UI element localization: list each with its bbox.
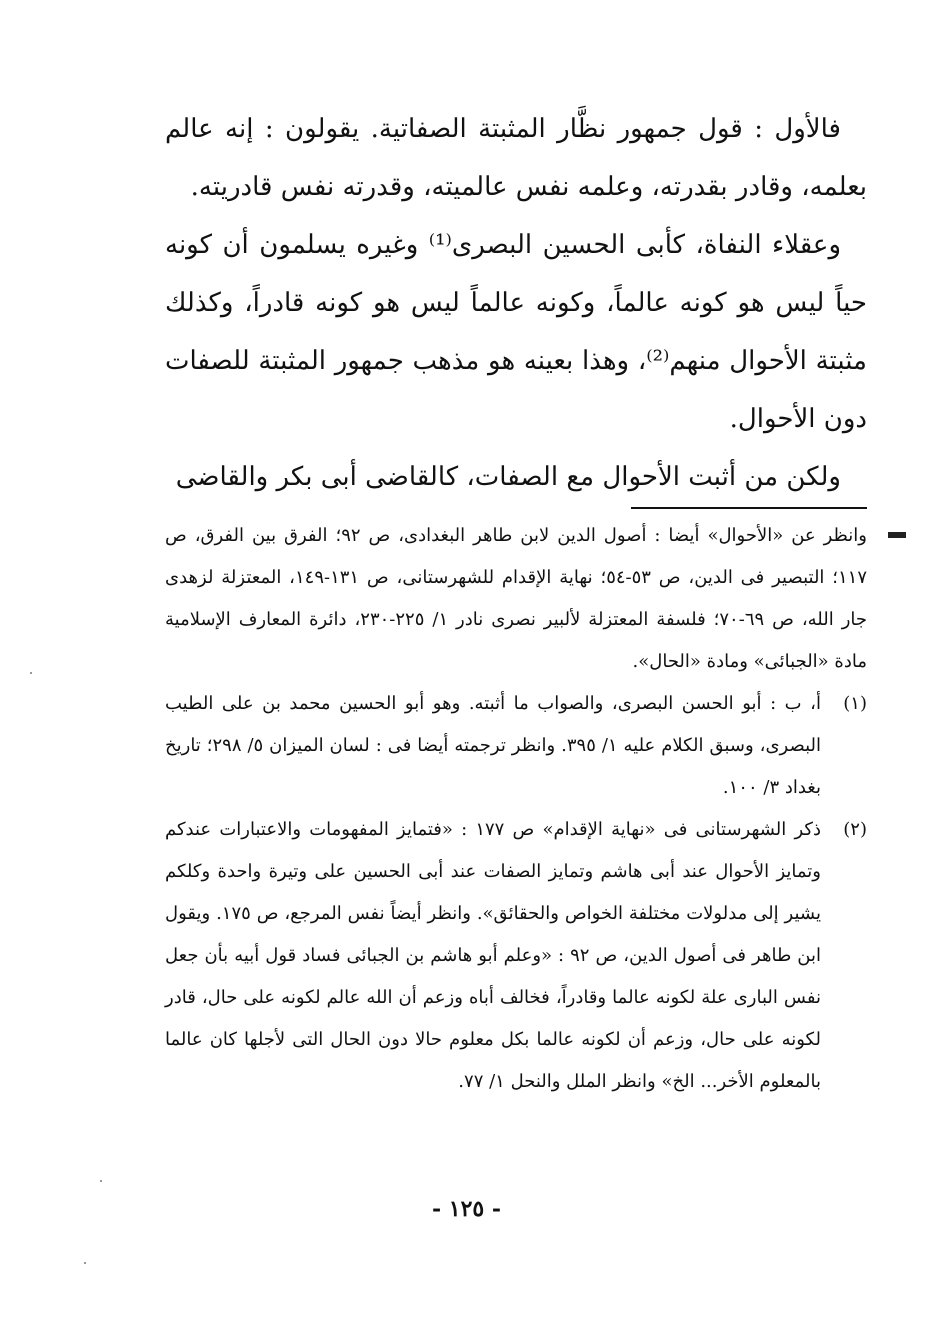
- footnote-number: (٢): [843, 819, 867, 840]
- footnote-separator-rule: [631, 507, 867, 509]
- footnotes: [165, 515, 867, 1103]
- footnote-text: ذكر الشهرستانى فى «نهاية الإقدام» ص ١٧٧ : «فتمايز المفهومات والاعتبارات عندكم وتمايز الأحوال عند أبى هاشم وتمايز الصفات عند أبى الحسين على وتيرة واحدة وكلكم يشير إلى مدلولات مختلفة الخواص والحقائق». وانظر أيضاً نفس المرجع، ص ١٧٥. ويقول ابن طاهر فى أصول الدين، ص ٩٢ : «وعلم أبو هاشم بن الجبائى فساد قول أبيه بأن جعل نفس البارى علة لكونه عالما وقادراً، فخالف أباه وزعم أن الله عالم لكونه على حال، قادر لكونه على حال، وزعم أن لكونه عالما بكل معلوم حالا دون الحال التى لأجلها كان عالما بالمعلوم الأخر... الخ» وانظر الملل والنحل ١/ ٧٧.: [165, 819, 822, 1092]
- main-text: [165, 100, 867, 506]
- footnote-1: [165, 683, 867, 809]
- page-number: - ١٢٥ -: [431, 1196, 502, 1222]
- margin-mark: [888, 532, 906, 538]
- paragraph-first-view: فالأول : قول جمهور نظَّار المثبتة الصفاتية. يقولون : إنه عالم بعلمه، وقادر بقدرته، وعلمه نفس عالميته، وقدرته نفس قادريته.: [165, 114, 867, 202]
- footnote-continuation: وانظر عن «الأحوال» أيضا : أصول الدين لابن طاهر البغدادى، ص ٩٢؛ الفرق بين الفرق، ص ١١٧؛ التبصير فى الدين، ص ٥٣-٥٤؛ نهاية الإقدام للشهرستانى، ص ١٣١-١٤٩، المعتزلة لزهدى جار الله، ص ٦٩-٧٠؛ فلسفة المعتزلة لألبير نصرى نادر ١/ ٢٢٥-٢٣٠، دائرة المعارف الإسلامية مادة «الجبائى» ومادة «الحال».: [165, 525, 867, 672]
- paragraph-affirmers: ولكن من أثبت الأحوال مع الصفات، كالقاضى أبى بكر والقاضى: [175, 462, 841, 492]
- footnote-number: (١): [843, 693, 867, 714]
- scan-speck: [84, 1262, 86, 1264]
- footnote-2: [165, 809, 867, 1103]
- paragraph-negators: وعقلاء النفاة، كأبى الحسين البصرى⁽¹⁾ وغيره يسلمون أن كونه حياً ليس هو كونه عالماً، وكونه عالماً ليس هو كونه قادراً، وكذلك مثبتة الأحوال منهم⁽²⁾، وهذا بعينه هو مذهب جمهور المثبتة للصفات دون الأحوال.: [165, 230, 867, 434]
- footnote-text: أ، ب : أبو الحسن البصرى، والصواب ما أثبته. وهو أبو الحسين محمد بن على الطيب البصرى، وسبق الكلام عليه ١/ ٣٩٥. وانظر ترجمته أيضا فى : لسان الميزان ٥/ ٢٩٨؛ تاريخ بغداد ٣/ ١٠٠.: [165, 693, 821, 798]
- scan-speck: [100, 1180, 102, 1182]
- scan-speck: [30, 672, 32, 674]
